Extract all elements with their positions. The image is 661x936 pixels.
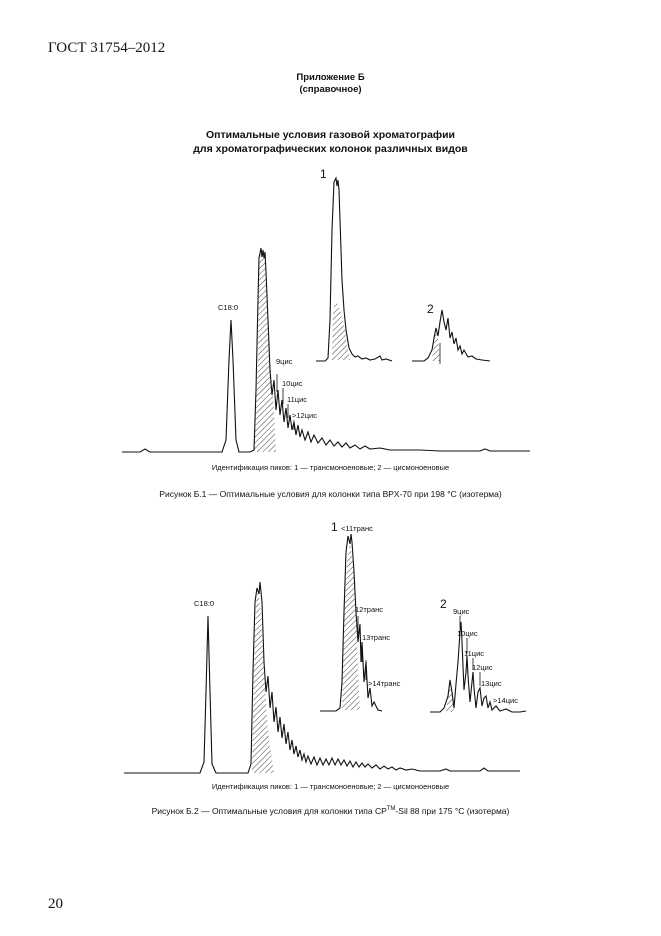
fig1-inset1-hatch bbox=[332, 300, 350, 360]
fig1-inset2-number: 2 bbox=[427, 302, 434, 316]
fig1-inset2-trace bbox=[412, 310, 490, 361]
page-number: 20 bbox=[48, 896, 63, 912]
figure-2-caption bbox=[0, 806, 661, 816]
fig2-inset2-label-12: 12цис bbox=[472, 663, 493, 672]
fig2-inset2-number: 2 bbox=[440, 597, 447, 611]
fig2-label-c18: С18:0 bbox=[194, 599, 215, 608]
figure-2-caption-suffix: -Sil 88 при 175 °С (изотерма) bbox=[395, 806, 510, 816]
fig1-trace bbox=[122, 248, 530, 452]
fig2-inset1-label-14: >14транс bbox=[368, 679, 401, 688]
appendix-note: (справочное) bbox=[299, 84, 362, 95]
fig1-label-11cis: 11цис bbox=[287, 395, 308, 404]
fig2-inset1-label-12: 12транс bbox=[355, 605, 384, 614]
figure-2-caption-sup: TM bbox=[386, 806, 396, 813]
figure-2-identification: Идентификация пиков: 1 — трансмоноеновые; 2 — цисмоноеновые bbox=[211, 782, 450, 791]
figure-1-chromatogram bbox=[0, 160, 661, 460]
fig2-inset1-label-11: <11транс bbox=[341, 524, 373, 533]
fig1-label-c18: С18:0 bbox=[218, 303, 239, 312]
figure-2-chromatogram bbox=[0, 512, 661, 780]
fig2-inset1-number: 1 bbox=[331, 520, 338, 534]
fig1-inset1-trace bbox=[316, 178, 392, 361]
fig2-inset2-label-10: 10цис bbox=[457, 629, 478, 638]
figure-1-identification: Идентификация пиков: 1 — трансмоноеновые; 2 — цисмоноеновые bbox=[211, 463, 450, 472]
fig1-label-12cis: >12цис bbox=[292, 411, 317, 420]
fig2-inset2-label-14: >14цис bbox=[493, 696, 518, 705]
fig2-inset2-label-9: 9цис bbox=[453, 607, 470, 616]
fig1-label-9cis: 9цис bbox=[276, 357, 293, 366]
section-title-line1: Оптимальные условия газовой хроматографии bbox=[205, 129, 456, 141]
figure-1-caption: Рисунок Б.1 — Оптимальные условия для колонки типа BPX-70 при 198 °С (изотерма) bbox=[159, 489, 502, 499]
fig1-inset1-number: 1 bbox=[320, 167, 327, 181]
standard-number: ГОСТ 31754–2012 bbox=[48, 40, 166, 56]
section-title-line2: для хроматографических колонок различных видов bbox=[193, 143, 468, 155]
fig2-inset2-label-13: 13цис bbox=[481, 679, 502, 688]
figure-2-caption-prefix: Рисунок Б.2 — Оптимальные условия для колонки типа CP bbox=[151, 806, 387, 816]
appendix-title: Приложение Б bbox=[296, 72, 365, 83]
fig2-inset2-label-11: 11цис bbox=[464, 649, 485, 658]
fig2-inset1-label-13: 13транс bbox=[362, 633, 391, 642]
fig1-label-10cis: 10цис bbox=[282, 379, 303, 388]
